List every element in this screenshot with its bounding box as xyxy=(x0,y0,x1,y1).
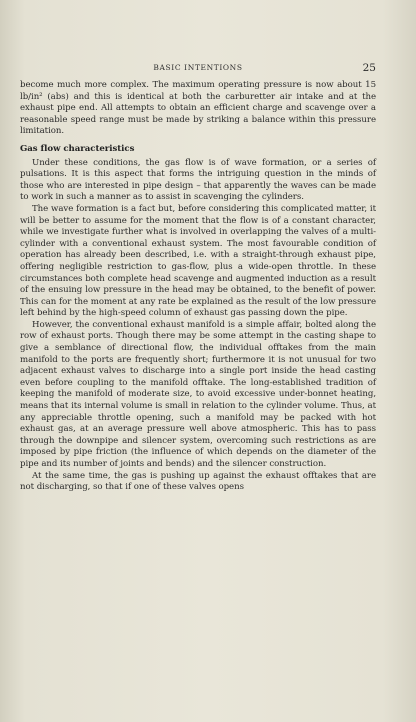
body-text xyxy=(20,80,376,494)
page-number: 25 xyxy=(362,62,376,74)
paragraph-continuation: become much more complex. The maximum operating pressure is now about 15 lb/in² (abs) and this is identical at both the carburetter air intake and at the exhaust pipe end. All attempts to obtain an efficient charge and scavenge over a reasonable speed range must be made by striking a balance within this pressure limitation. xyxy=(20,80,376,137)
paragraph: At the same time, the gas is pushing up against the exhaust offtakes that are not discharging, so that if one of these valves opens xyxy=(20,470,376,493)
running-head xyxy=(20,62,376,76)
running-title: BASIC INTENTIONS xyxy=(153,63,243,72)
paragraph: The wave formation is a fact but, before considering this complicated matter, it will be better to assume for the moment that the flow is of a constant character, while we investigate further what is involved in overlapping the valves of a multi-cylinder with a conventional exhaust system. The most favourable condition of operation has already been described, i.e. with a straight-through exhaust pipe, offering negligible restriction to gas-flow, plus a wide-open throttle. In these circumstances both complete head scavenge and augmented induction as a result of the ensuing low pressure in the head may be obtained, to the benefit of power. This can for the moment at any rate be explained as the result of the low pressure left behind by the high-speed column of exhaust gas passing down the pipe. xyxy=(20,203,376,319)
paragraph: However, the conventional exhaust manifold is a simple affair, bolted along the row of exhaust ports. Though there may be some attempt in the casting shape to give a semblance of directional flow, the individual offtakes from the main manifold to the ports are frequently short; furthermore it is not unusual for two adjacent exhaust valves to discharge into a single port inside the head casting even before coupling to the manifold offtake. The long-established tradition of keeping the manifold of moderate size, to avoid excessive under-bonnet heating, means that its internal volume is small in relation to the cylinder volume. Thus, at any appreciable throttle opening, such a manifold may be packed with hot exhaust gas, at an average pressure well above atmospheric. This has to pass through the downpipe and silencer system, overcoming such restrictions as are imposed by pipe friction (the influence of which depends on the diameter of the pipe and its number of joints and bends) and the silencer construction. xyxy=(20,319,376,469)
paragraph: Under these conditions, the gas flow is of wave formation, or a series of pulsations. It is this aspect that forms the intriguing question in the minds of those who are interested in pipe design – that apparently the waves can be made to work in such a manner as to assist in scavenging the cylinders. xyxy=(20,157,376,203)
section-heading: Gas flow characteristics xyxy=(20,143,135,154)
